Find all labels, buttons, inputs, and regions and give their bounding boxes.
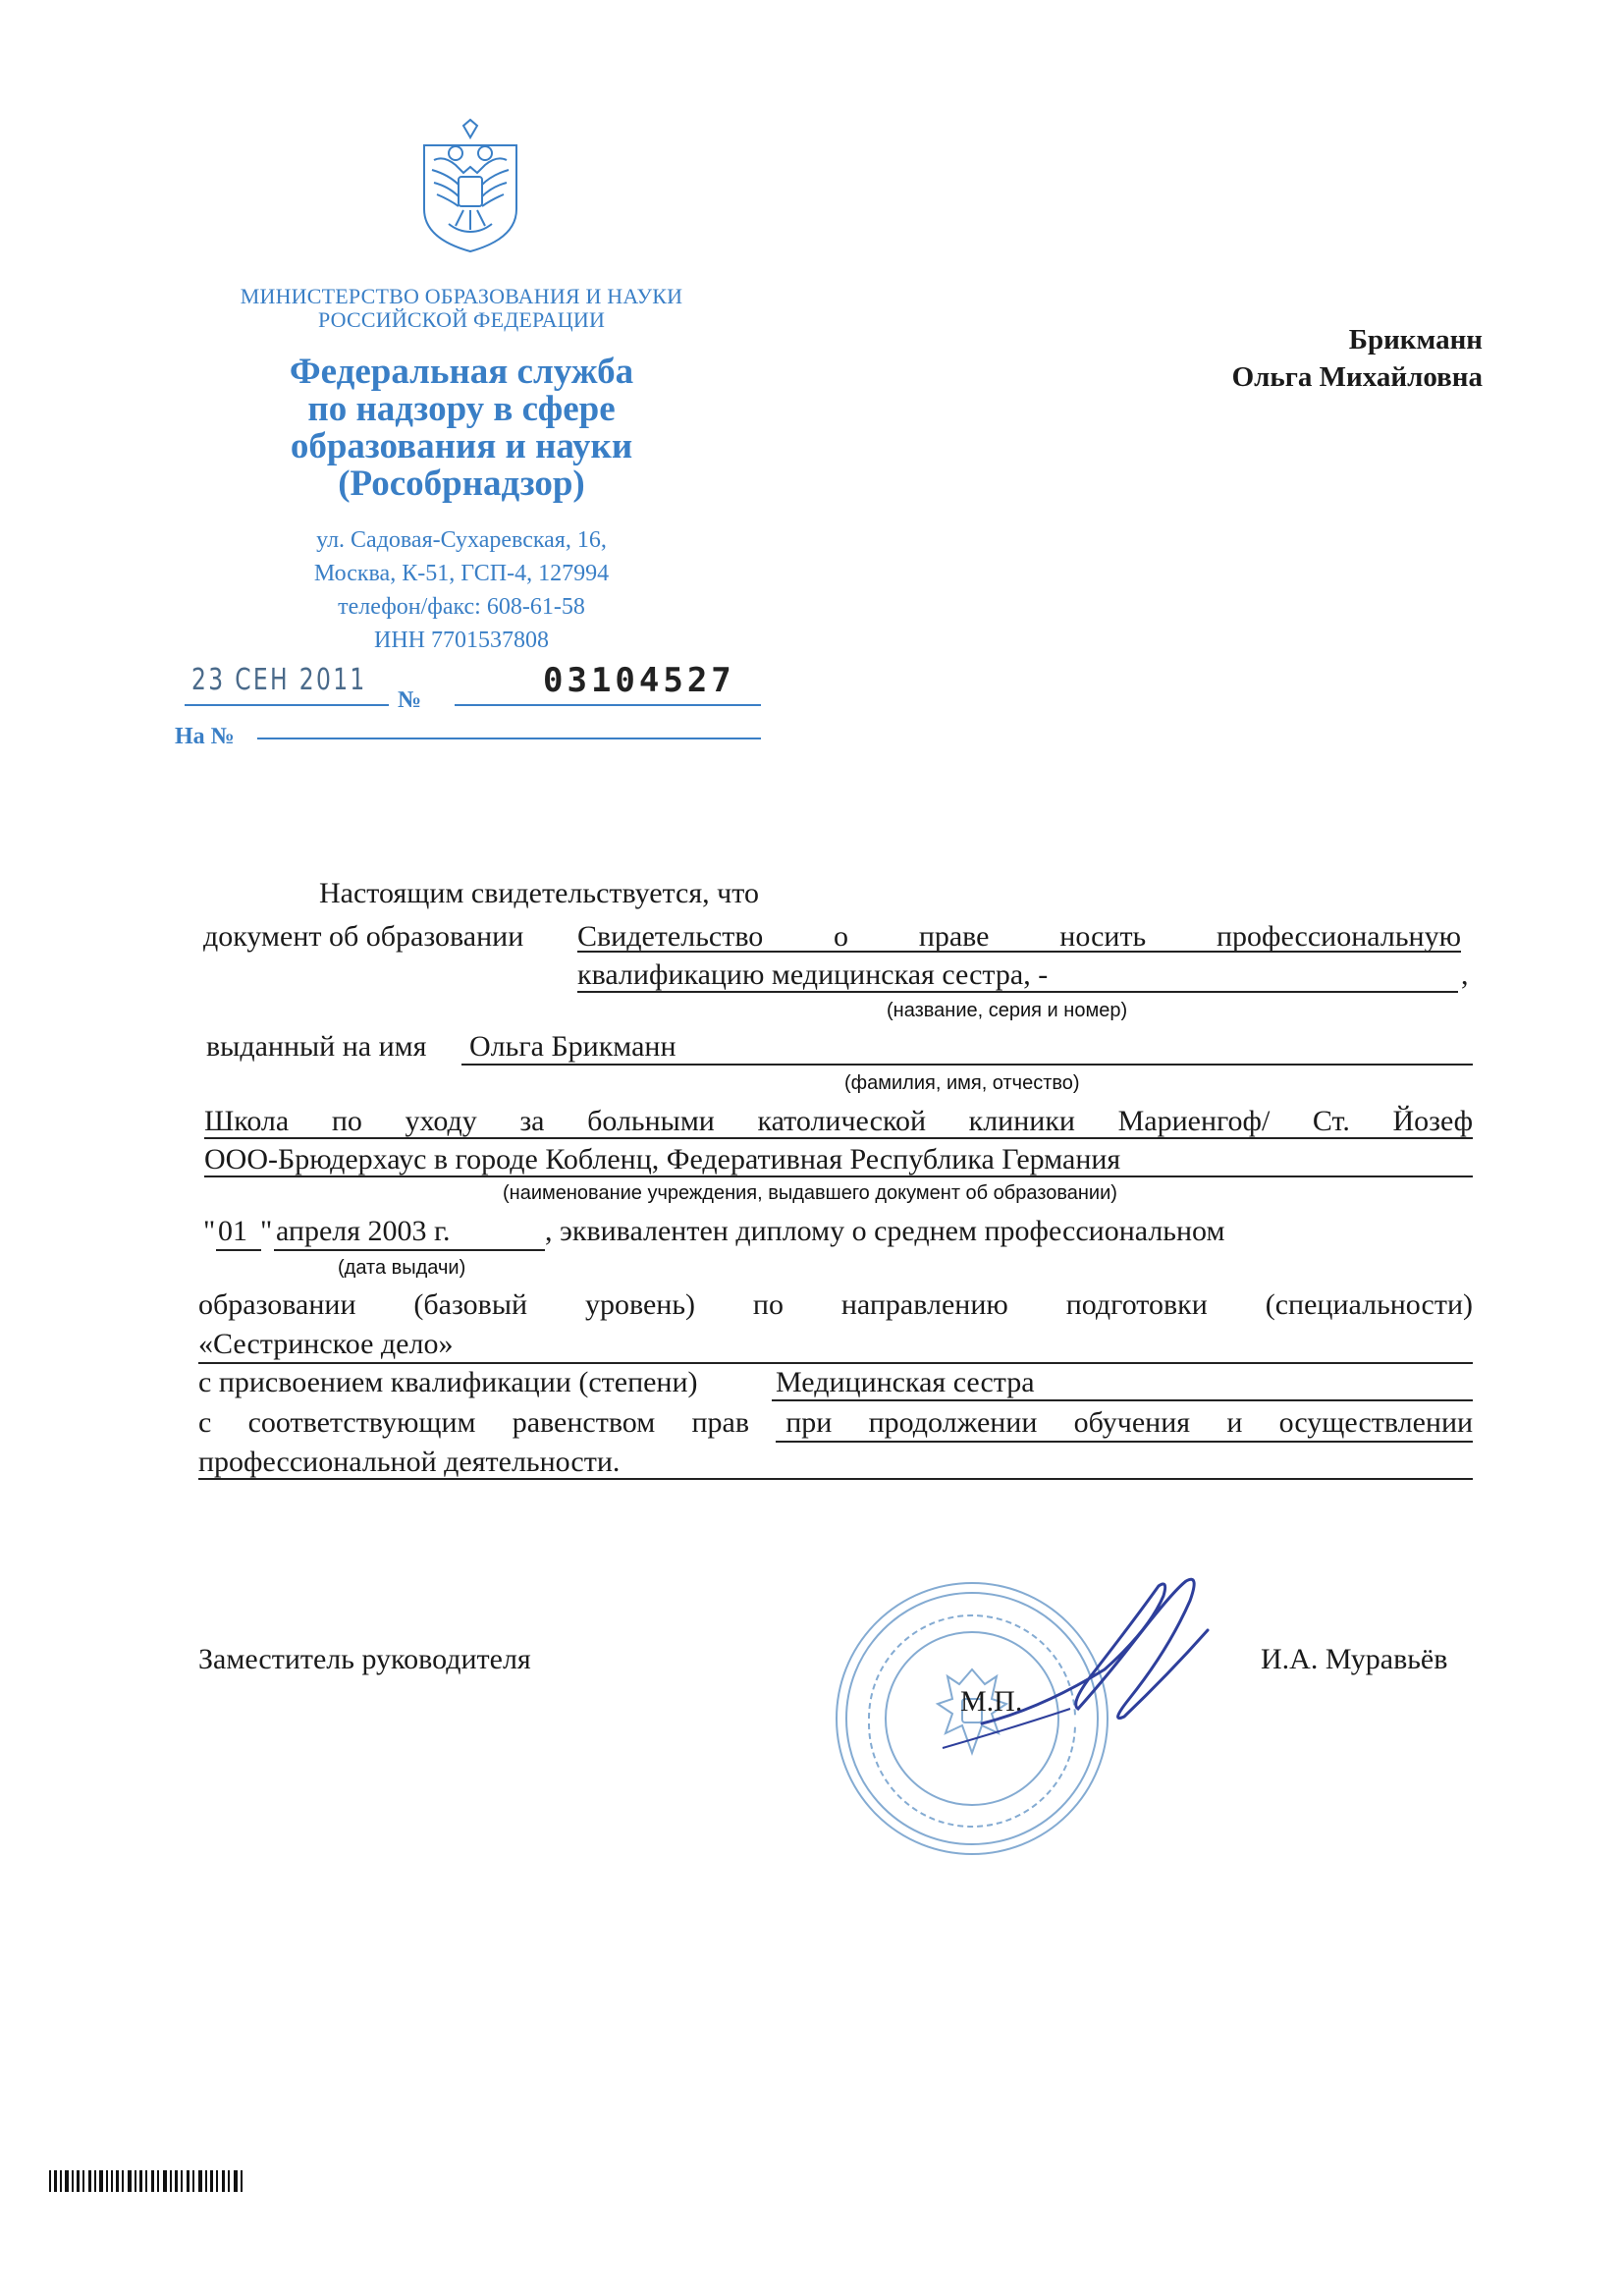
recipient-name: Ольга Михайловна xyxy=(1231,361,1483,393)
institution-underline xyxy=(204,1137,1473,1139)
date-caption: (дата выдачи) xyxy=(338,1257,466,1279)
qualification-label: с присвоением квалификации (степени) xyxy=(198,1366,698,1398)
rights-underline xyxy=(776,1441,1473,1443)
reply-label: На № xyxy=(175,724,235,749)
address-line: Москва, К-51, ГСП-4, 127994 xyxy=(313,561,610,586)
intro-text: Настоящим свидетельствуется, что xyxy=(319,877,759,909)
document-underline xyxy=(577,991,1458,993)
address-line: телефон/факс: 608-61-58 xyxy=(338,594,585,620)
quote-close: " xyxy=(260,1215,273,1247)
agency-line: Федеральная служба xyxy=(289,352,634,392)
document-value-line1: Свидетельство о праве носить профессиональную xyxy=(577,920,1461,953)
institution-underline xyxy=(204,1175,1473,1177)
document-value-line2: квалификацию медицинская сестра, - xyxy=(577,958,1049,991)
signatory-name: И.А. Муравьёв xyxy=(1261,1643,1448,1675)
qualification-underline xyxy=(772,1399,1473,1401)
barcode-icon xyxy=(49,2170,245,2192)
recipient xyxy=(1080,321,1483,396)
number-underline xyxy=(455,704,761,706)
agency-line: по надзору в сфере xyxy=(307,389,616,429)
rights-underline xyxy=(198,1478,1473,1480)
issued-value: Ольга Брикманн xyxy=(469,1030,676,1063)
equivalent-text: , эквивалентен диплому о среднем профессиональном xyxy=(545,1215,1225,1247)
document-label: документ об образовании xyxy=(203,920,524,953)
issued-underline xyxy=(461,1064,1473,1066)
document-underline xyxy=(577,951,1461,953)
institution-caption: (наименование учреждения, выдавшего документ об образовании) xyxy=(503,1182,1117,1204)
agency-name xyxy=(236,354,687,503)
ministry-line: МИНИСТЕРСТВО ОБРАЗОВАНИЯ И НАУКИ xyxy=(240,284,683,308)
mp-label: М.П. xyxy=(960,1685,1023,1718)
specialty-value: «Сестринское дело» xyxy=(198,1328,454,1360)
education-line: образовании (базовый уровень) по направлению подготовки (специальности) xyxy=(198,1288,1474,1321)
agency-line: (Рособрнадзор) xyxy=(338,464,585,504)
rights-line2: профессиональной деятельности. xyxy=(198,1446,621,1478)
signatory-position: Заместитель руководителя xyxy=(198,1643,531,1675)
institution-line2: ООО-Брюдерхаус в городе Кобленц, Федеративная Республика Германия xyxy=(204,1143,1121,1175)
agency-address xyxy=(255,523,668,657)
issue-day: 01 xyxy=(218,1215,247,1247)
institution-line1: Школа по уходу за больными католической клиники Мариенгоф/ Ст. Йозеф xyxy=(204,1105,1474,1137)
issued-label: выданный на имя xyxy=(206,1030,427,1063)
quote-open: " xyxy=(203,1215,216,1247)
address-line: ИНН 7701537808 xyxy=(374,628,549,653)
ministry-name xyxy=(226,285,697,332)
month-underline xyxy=(274,1249,545,1251)
qualification-value: Медицинская сестра xyxy=(776,1366,1035,1398)
date-stamp: 23 СЕН 2011 xyxy=(191,663,367,697)
recipient-surname: Брикманн xyxy=(1348,324,1483,355)
reply-underline xyxy=(257,738,761,739)
document-comma: , xyxy=(1461,958,1469,991)
russian-coat-of-arms-icon xyxy=(405,116,536,253)
agency-line: образования и науки xyxy=(290,426,633,466)
specialty-underline xyxy=(198,1362,1473,1364)
number-label: № xyxy=(398,687,422,713)
document-caption: (название, серия и номер) xyxy=(887,1000,1128,1021)
date-underline xyxy=(185,704,389,706)
address-line: ул. Садовая-Сухаревская, 16, xyxy=(316,527,607,553)
rights-line: с соответствующим равенством прав при продолжении обучения и осуществлении xyxy=(198,1406,1474,1439)
ministry-line: РОССИЙСКОЙ ФЕДЕРАЦИИ xyxy=(317,307,606,332)
issue-month-year: апреля 2003 г. xyxy=(276,1215,451,1247)
issued-caption: (фамилия, имя, отчество) xyxy=(844,1072,1080,1094)
day-underline xyxy=(216,1249,261,1251)
handwritten-signature-icon xyxy=(923,1561,1257,1787)
registration-number: 03104527 xyxy=(543,661,735,700)
